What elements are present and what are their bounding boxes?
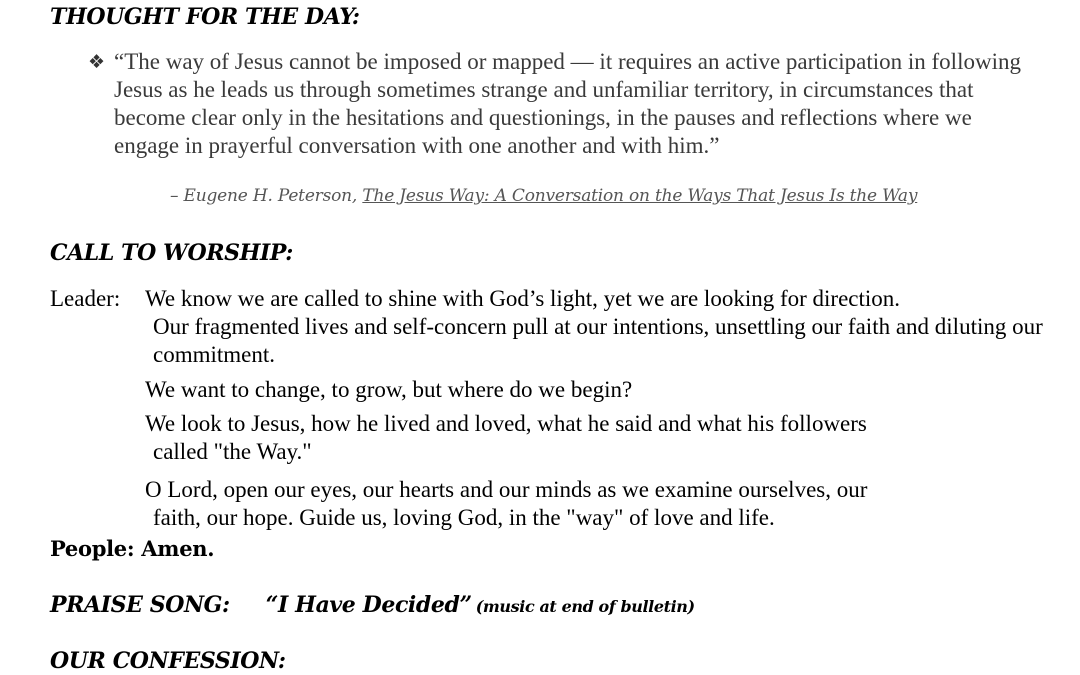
leader-line bbox=[145, 476, 1050, 532]
attribution-book-title: The Jesus Way: A Conversation on the Ways That Jesus Is the Way bbox=[362, 186, 918, 206]
leader-line-rest: Our fragmented lives and self-concern pull at our intentions, unsettling our faith and diluting our commitment. bbox=[153, 314, 1043, 367]
praise-song-label: PRAISE SONG: bbox=[50, 592, 230, 618]
our-confession-heading: OUR CONFESSION: bbox=[50, 648, 286, 674]
leader-line bbox=[145, 376, 1050, 404]
praise-song-line bbox=[50, 592, 695, 618]
leader-line-first: We want to change, to grow, but where do we begin? bbox=[145, 377, 633, 402]
thought-quote-text: “The way of Jesus cannot be imposed or mapped — it requires an active participation in following Jesus as he leads us through sometimes strange and unfamiliar territory, in circumstances that become clear only in the hesitations and questionings, in the pauses and reflections where we engage in prayerful conversation with one another and with him.” bbox=[114, 49, 1021, 158]
leader-line bbox=[145, 285, 1050, 369]
call-to-worship-heading: CALL TO WORSHIP: bbox=[50, 240, 293, 266]
thought-for-the-day-heading: THOUGHT FOR THE DAY: bbox=[50, 4, 360, 30]
quote-attribution bbox=[170, 186, 917, 206]
leader-line-first: We know we are called to shine with God’s light, yet we are looking for direction. bbox=[145, 286, 901, 311]
praise-song-note: (music at end of bulletin) bbox=[475, 597, 695, 616]
attribution-author: – Eugene H. Peterson, bbox=[170, 186, 363, 206]
leader-line-rest: faith, our hope. Guide us, loving God, in the "way" of love and life. bbox=[153, 505, 775, 530]
leader-line-first: O Lord, open our eyes, our hearts and our minds as we examine ourselves, our bbox=[145, 477, 868, 502]
leader-line bbox=[145, 410, 1050, 466]
leader-label: Leader: bbox=[50, 286, 121, 311]
leader-line-rest: called "the Way." bbox=[153, 439, 312, 464]
praise-song-title: “I Have Decided” bbox=[265, 592, 472, 618]
people-response: People: Amen. bbox=[50, 536, 215, 561]
diamond-bullet-icon: ❖ bbox=[88, 51, 106, 73]
leader-line-first: We look to Jesus, how he lived and loved, what he said and what his followers bbox=[145, 411, 867, 436]
